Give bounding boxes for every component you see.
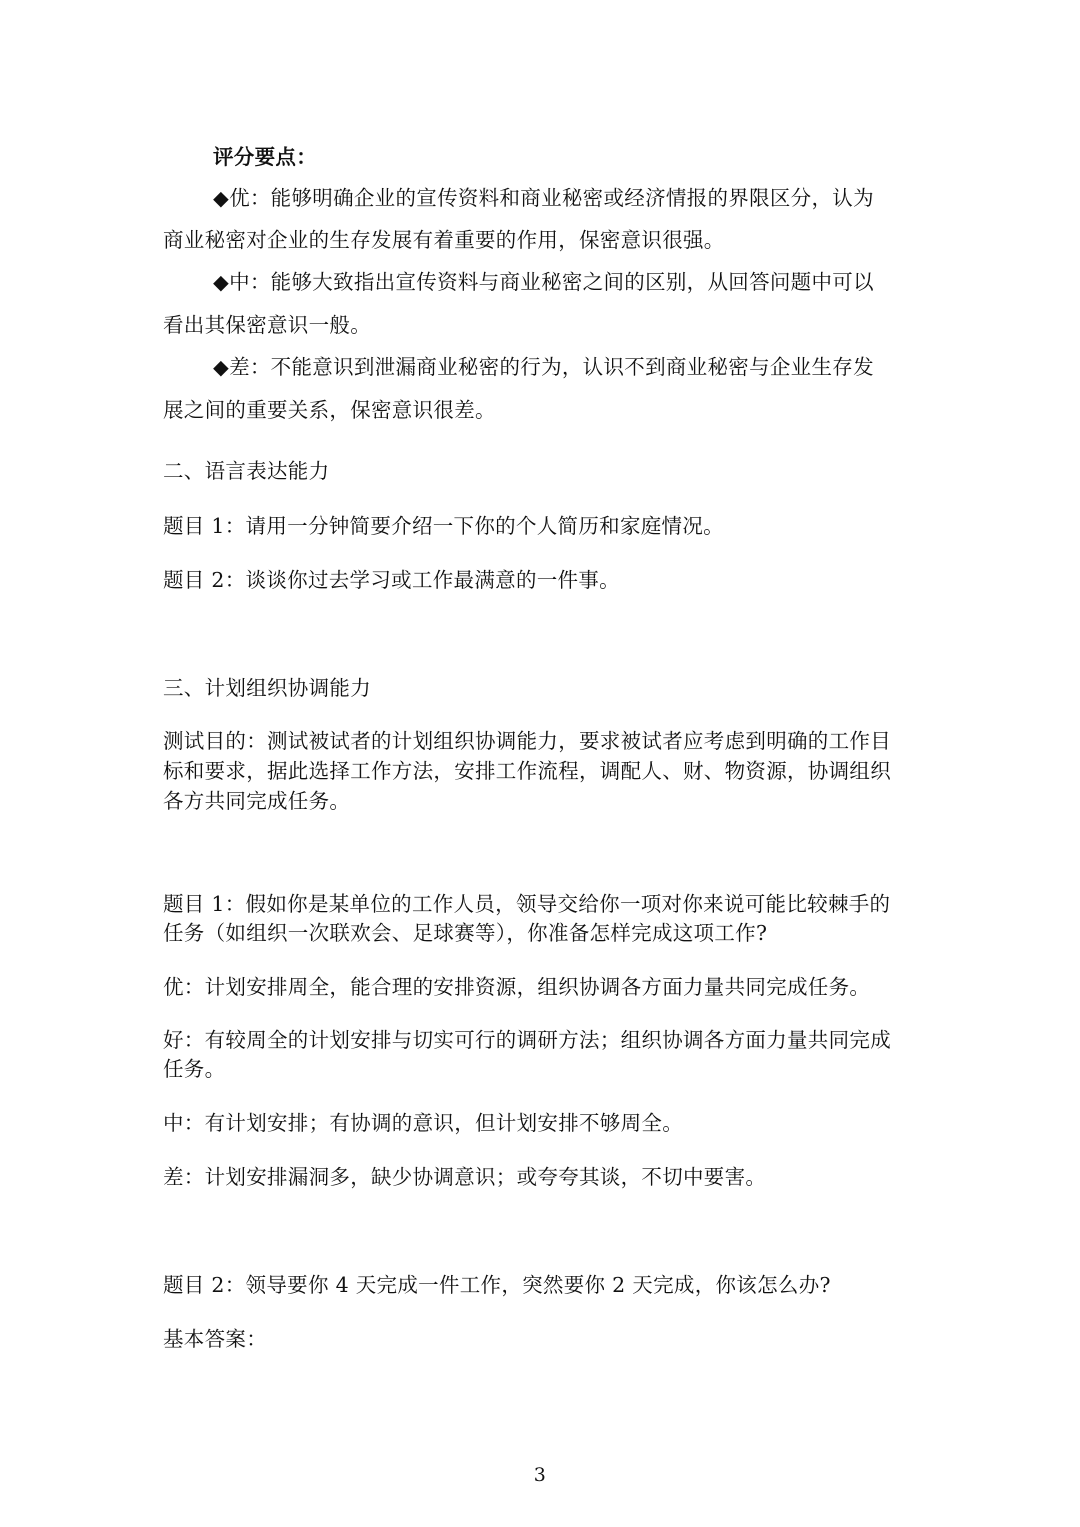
- section3-purpose-line1: 测试目的：测试被试者的计划组织协调能力，要求被试者应考虑到明确的工作目: [163, 729, 891, 753]
- section3-question-2: 题目 2：领导要你 4 天完成一件工作，突然要你 2 天完成，你该怎么办?: [163, 1273, 831, 1297]
- page-number: 3: [533, 1464, 547, 1486]
- scoring-medium-line2: 看出其保密意识一般。: [163, 313, 371, 337]
- basic-answer-label: 基本答案：: [163, 1327, 267, 1351]
- scoring-poor-line2: 展之间的重要关系，保密意识很差。: [163, 398, 496, 422]
- scoring-poor-line1: ◆差：不能意识到泄漏商业秘密的行为，认识不到商业秘密与企业生存发: [213, 355, 874, 379]
- grade-good-line1: 好：有较周全的计划安排与切实可行的调研方法；组织协调各方面力量共同完成: [163, 1028, 891, 1052]
- section2-heading: 二、语言表达能力: [163, 459, 330, 483]
- grade-excellent: 优：计划安排周全，能合理的安排资源，组织协调各方面力量共同完成任务。: [163, 975, 871, 999]
- grade-poor: 差：计划安排漏洞多，缺少协调意识；或夸夸其谈，不切中要害。: [163, 1165, 767, 1189]
- grade-good-line2: 任务。: [163, 1057, 226, 1081]
- grade-medium: 中：有计划安排；有协调的意识，但计划安排不够周全。: [163, 1111, 683, 1135]
- scoring-excellent-line2: 商业秘密对企业的生存发展有着重要的作用，保密意识很强。: [163, 228, 725, 252]
- section3-purpose-line2: 标和要求，据此选择工作方法，安排工作流程，调配人、财、物资源，协调组织: [163, 759, 891, 783]
- section3-purpose-line3: 各方共同完成任务。: [163, 789, 351, 813]
- section3-heading: 三、计划组织协调能力: [163, 676, 371, 700]
- section3-question-1-line1: 题目 1：假如你是某单位的工作人员，领导交给你一项对你来说可能比较棘手的: [163, 892, 891, 916]
- section3-question-1-line2: 任务（如组织一次联欢会、足球赛等），你准备怎样完成这项工作?: [163, 921, 768, 945]
- section2-question-1: 题目 1：请用一分钟简要介绍一下你的个人简历和家庭情况。: [163, 514, 724, 538]
- scoring-excellent-line1: ◆优：能够明确企业的宣传资料和商业秘密或经济情报的界限区分，认为: [213, 186, 874, 210]
- scoring-medium-line1: ◆中：能够大致指出宣传资料与商业秘密之间的区别，从回答问题中可以: [213, 270, 874, 294]
- section2-question-2: 题目 2：谈谈你过去学习或工作最满意的一件事。: [163, 568, 620, 592]
- scoring-heading: 评分要点：: [213, 145, 317, 169]
